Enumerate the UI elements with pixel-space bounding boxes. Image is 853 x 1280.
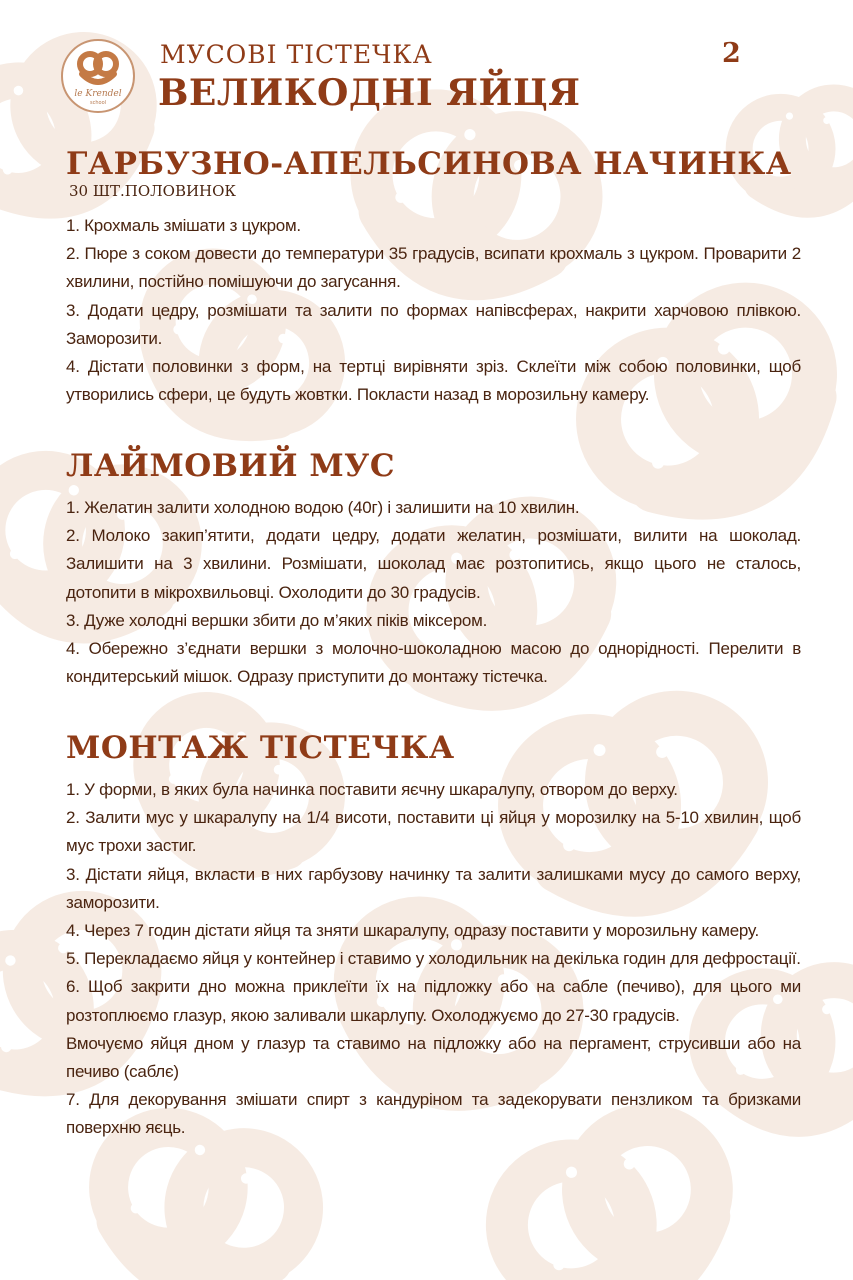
step-item: Вмочуємо яйця дном у глазур та ставимо на підложку або на пергамент, струсивши або на печиво (саблє) [66, 1033, 801, 1082]
section-yield: 30 ШТ.ПОЛОВИНОК [69, 182, 237, 200]
step-item: 2. Пюре з соком довести до температури 35 градусів, всипати крохмаль з цукром. Проварити 2 хвилини, постійно помішуючи до загусання. [66, 244, 801, 292]
step-item: 6. Щоб закрити дно можна приклеїти їх на підложку або на сабле (печиво), для цього ми розтоплюємо глазур, якою заливали шкарлупу. Охолоджуємо до 27-30 градусів. [66, 977, 801, 1025]
header-title: ВЕЛИКОДНІ ЯЙЦЯ [158, 72, 581, 114]
section-title: МОНТАЖ ТІСТЕЧКА [66, 730, 455, 766]
steps-list [66, 494, 801, 691]
steps-list [66, 212, 801, 409]
section-lime-mousse [66, 448, 801, 691]
step-item: 4. Через 7 годин дістати яйця та зняти шкаралупу, одразу поставити у морозильну камеру. [66, 921, 759, 941]
step-item: 2. Молоко закип’ятити, додати цедру, додати желатин, розмішати, вилити на шоколад. Залишити на 3 хвилини. Розмішати, шоколад має розтопитись, якщо цього не сталось, дотопити в мікрохвильовці. Охолодити до 30 градусів. [66, 526, 801, 602]
step-item: 1. У форми, в яких була начинка поставити яєчну шкаралупу, отвором до верху. [66, 780, 678, 799]
section-cake-assembly [66, 730, 801, 1143]
logo-wordmark: le Krendel [74, 89, 122, 99]
step-item: 4. Обережно з’єднати вершки з молочно-шоколадною масою до однорідності. Перелити в кондитерський мішок. Одразу приступити до монтажу тістечка. [66, 639, 801, 687]
steps-list [66, 776, 801, 1143]
step-item: 7. Для декорування змішати спирт з кандуріном та задекорувати пензликом та бризками поверхню яєць. [66, 1090, 801, 1138]
logo-subtext: school [89, 100, 107, 106]
page-number: 2 [722, 38, 741, 69]
section-pumpkin-orange-filling [66, 146, 801, 409]
step-item: 4. Дістати половинки з форм, на тертці вирівняти зріз. Склеїти між собою половинки, щоб утворились сфери, це будуть жовтки. Покласти назад в морозильну камеру. [66, 357, 801, 405]
step-item: 1. Крохмаль змішати з цукром. [66, 216, 301, 235]
le-krendel-logo [60, 38, 136, 114]
step-item: 3. Дуже холодні вершки збити до м’яких піків міксером. [66, 610, 488, 630]
step-item: 3. Дістати яйця, вкласти в них гарбузову начинку та залити залишками мусу до самого верху, заморозити. [66, 864, 801, 912]
section-title: ЛАЙМОВИЙ МУС [66, 448, 395, 484]
step-item: 1. Желатин залити холодною водою (40г) і залишити на 10 хвилин. [66, 498, 580, 517]
step-item: 3. Додати цедру, розмішати та залити по формах напівсферах, накрити харчовою плівкою. Заморозити. [66, 300, 801, 348]
step-item: 5. Перекладаємо яйця у контейнер і ставимо у холодильник на декілька годин для дефростації. [66, 949, 801, 969]
step-item: 2. Залити мус у шкаралупу на 1/4 висоти, поставити ці яйця у морозилку на 5-10 хвилин, щоб мус трохи застиг. [66, 808, 801, 856]
header-subtitle: МУСОВІ ТІСТЕЧКА [160, 40, 433, 69]
section-title: ГАРБУЗНО-АПЕЛЬСИНОВА НАЧИНКА [66, 146, 792, 182]
